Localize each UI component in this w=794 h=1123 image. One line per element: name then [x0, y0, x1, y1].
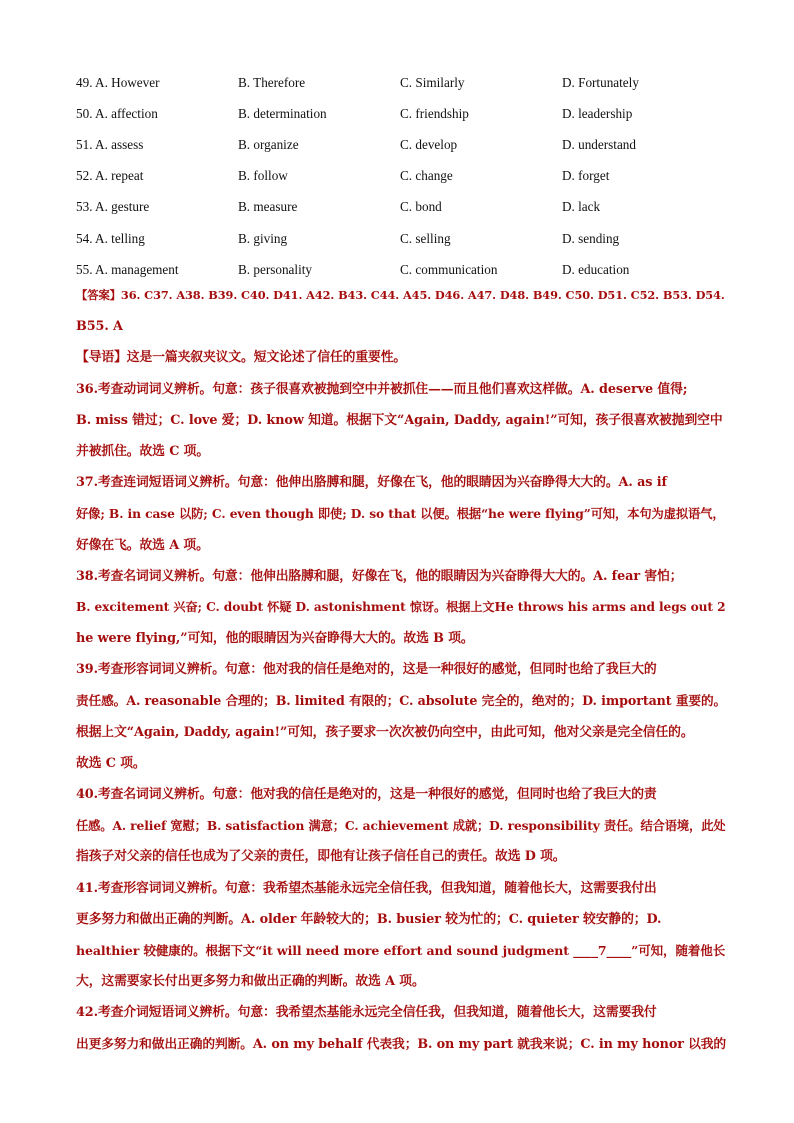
option-d: D. sending: [562, 230, 620, 246]
explanation-line: he were flying,”可知，他的眼睛因为兴奋睁得大大的。故选 B 项。: [76, 631, 474, 647]
explanation-line: 责任感。A. reasonable 合理的；B. limited 有限的；C. absolute 完全的，绝对的；D. important 重要的。: [76, 693, 727, 709]
explanation-line: 根据上文“Again, Daddy, again!”可知，孩子要求一次次被仍向空中，由此可知，他对父亲是完全信任的。: [76, 724, 694, 740]
option-d: D. understand: [562, 136, 636, 152]
option-a: 52. A. repeat: [76, 168, 144, 184]
option-b: B. personality: [238, 261, 312, 277]
question-row: [76, 98, 736, 129]
option-b: B. organize: [238, 136, 299, 152]
question-row: [76, 129, 736, 160]
question-row: [76, 161, 736, 192]
answer-explanation: [76, 280, 726, 1060]
option-b: B. giving: [238, 230, 288, 246]
option-c: C. Similarly: [400, 74, 465, 90]
explanation-line: 38.考查名词词义辨析。句意：他伸出胳膊和腿，好像在飞，他的眼睛因为兴奋睁得大大的。A. fear 害怕；: [76, 568, 683, 584]
explanation-line: 42.考查介词短语词义辨析。句意：我希望杰基能永远完全信任我，但我知道，随着他长大，这需要我付: [76, 1005, 657, 1021]
option-c: C. friendship: [400, 105, 469, 121]
option-a: 49. A. However: [76, 74, 160, 90]
option-c: C. develop: [400, 136, 458, 152]
explanation-line: 任感。A. relief 宽慰；B. satisfaction 满意；C. achievement 成就；D. responsibility 责任。结合语境，此处: [76, 818, 726, 834]
explanation-line: 36.考查动词词义辨析。句意：孩子很喜欢被抛到空中并被抓住——而且他们喜欢这样做。A. deserve 值得;: [76, 381, 688, 397]
option-c: C. change: [400, 168, 453, 184]
option-d: D. lack: [562, 199, 601, 215]
question-row: [76, 67, 736, 98]
option-d: D. forget: [562, 168, 610, 184]
question-row: [76, 192, 736, 223]
option-d: D. leadership: [562, 105, 633, 121]
explanation-line: 故选 C 项。: [76, 755, 146, 771]
option-c: C. bond: [400, 199, 442, 215]
option-d: D. education: [562, 261, 630, 277]
option-b: B. Therefore: [238, 74, 306, 90]
explanation-line: B55. A: [76, 319, 123, 335]
option-a: 53. A. gesture: [76, 199, 150, 215]
option-c: C. communication: [400, 261, 498, 277]
explanation-line: 指孩子对父亲的信任也成为了父亲的责任，即他有让孩子信任自己的责任。故选 D 项。: [76, 849, 566, 865]
explanation-line: B. miss 错过；C. love 爱；D. know 知道。根据下文“Again, Daddy, again!”可知，孩子很喜欢被抛到空中: [76, 412, 723, 428]
explanation-line: 更多努力和做出正确的判断。A. older 年龄较大的；B. busier 较为忙的；C. quieter 较安静的；D.: [76, 911, 662, 927]
option-b: B. follow: [238, 168, 288, 184]
explanation-line: 好像在飞。故选 A 项。: [76, 537, 209, 553]
option-b: B. determination: [238, 105, 327, 121]
option-a: 55. A. management: [76, 261, 179, 277]
answer-key-line: 【答案】36. C37. A38. B39. C40. D41. A42. B43. C44. A45. D46. A47. D48. B49. C50. D51. C52. B53. D54.: [76, 288, 725, 302]
option-a: 54. A. telling: [76, 230, 145, 246]
explanation-line: healthier 较健康的。根据下文“it will need more effort and sound judgment ____7____”可知，随着他长: [76, 942, 726, 958]
question-row: [76, 223, 736, 254]
explanation-line: 出更多努力和做出正确的判断。A. on my behalf 代表我；B. on my part 就我来说；C. in my honor 以我的: [76, 1036, 727, 1052]
explanation-line: 39.考查形容词词义辨析。句意：他对我的信任是绝对的，这是一种很好的感觉，但同时也给了我巨大的: [76, 662, 657, 678]
explanation-line: B. excitement 兴奋; C. doubt 怀疑 D. astonishment 惊讶。根据上文He throws his arms and legs out 2: [76, 599, 726, 614]
option-b: B. measure: [238, 199, 298, 215]
explanation-line: 【导语】这是一篇夹叙夹议文。短文论述了信任的重要性。: [76, 350, 407, 366]
option-a: 50. A. affection: [76, 105, 158, 121]
explanation-line: 并被抓住。故选 C 项。: [76, 443, 210, 459]
option-a: 51. A. assess: [76, 136, 144, 152]
option-c: C. selling: [400, 230, 451, 246]
explanation-line: 41.考查形容词词义辨析。句意：我希望杰基能永远完全信任我，但我知道，随着他长大，这需要我付出: [76, 880, 657, 896]
explanation-line: 37.考查连词短语词义辨析。句意：他伸出胳膊和腿，好像在飞，他的眼睛因为兴奋睁得大大的。A. as if: [76, 475, 667, 491]
explanation-line: 大，这需要家长付出更多努力和做出正确的判断。故选 A 项。: [76, 974, 425, 990]
explanation-line: 40.考查名词词义辨析。句意：他对我的信任是绝对的，这是一种很好的感觉，但同时也给了我巨大的责: [76, 787, 657, 802]
answer-options-table: [76, 67, 736, 285]
option-d: D. Fortunately: [562, 74, 639, 90]
explanation-line: 好像; B. in case 以防; C. even though 即使; D. so that 以便。根据“he were flying”可知，本句为虚拟语气，: [76, 506, 725, 522]
